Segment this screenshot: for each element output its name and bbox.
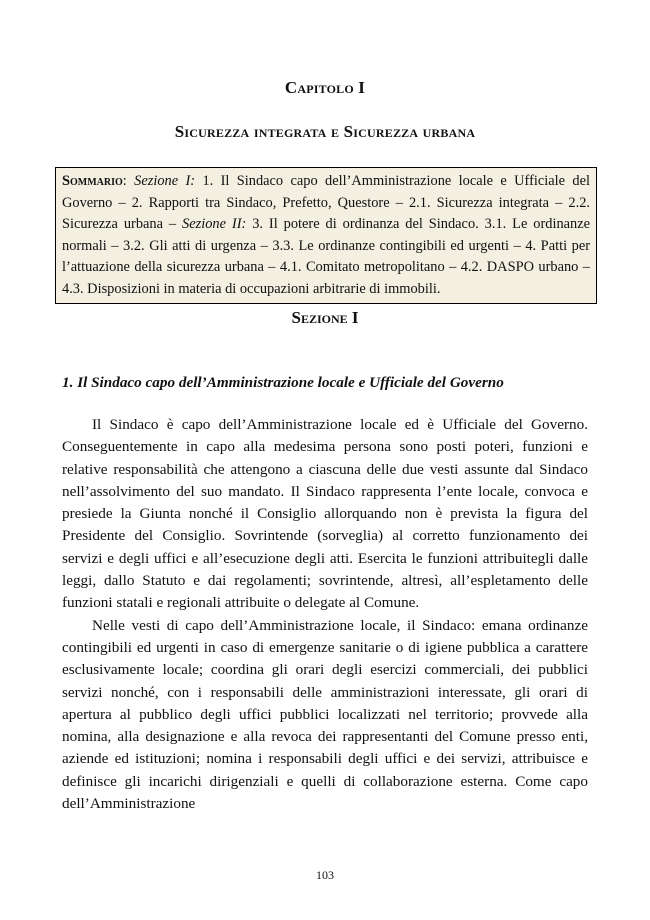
chapter-title: Capitolo I bbox=[284, 78, 366, 97]
chapter-subtitle: Sicurezza integrata e Sicurezza urbana bbox=[174, 122, 476, 141]
paragraph: Il Sindaco è capo dell’Amministrazione locale ed è Ufficiale del Governo. Conseguentemente in capo alla medesima persona sono posti poteri, funzioni e relative responsabilità che attengono a ciascuna delle due vesti assunte dal Sindaco nell’assolvimento del suo mandato. Il Sindaco rappresenta l’ente locale, convoca e presiede la Giunta nonché il Consiglio allorquando non è prevista la figura del Presidente del Consiglio. Sovrintende (sorveglia) al corretto funzionamento dei servizi e degli uffici e all’esecuzione degli atti. Esercita le funzioni attribuitegli dalle leggi, dallo Statuto e dai regolamenti; sovrintende, altresì, all’espletamento delle funzioni statali e regionali attribuite o delegate al Comune. bbox=[62, 416, 588, 612]
section-title: Sezione I bbox=[291, 308, 359, 327]
body-text bbox=[62, 414, 588, 815]
page-number: 103 bbox=[316, 868, 334, 882]
summary-text-2: 3. Il potere di ordinanza del Sindaco. 3.1. Le ordinanze normali – 3.2. Gli atti di urgenza – 3.3. Le ordinanze contingibili ed urgenti – 4. Patti per l’attuazione della sicurezza urbana – 4.1. Comitato metropolitano – 4.2. DASPO urbano – 4.3. Disposizioni in materia di occupazioni arbitrarie di immobili. bbox=[62, 216, 590, 297]
summary-section-2: Sezione II: bbox=[182, 216, 247, 232]
summary-box bbox=[55, 167, 597, 304]
summary-separator: : bbox=[122, 173, 135, 189]
summary-label: Sommario bbox=[62, 173, 123, 189]
summary-text-1: 1. Il Sindaco capo dell’Amministrazione locale e Ufficiale del Governo – 2. Rapporti tra Sindaco, Prefetto, Questore – 2.1. Sicurezza integrata – 2.2. Sicurezza urbana – bbox=[62, 173, 590, 232]
paragraph: Nelle vesti di capo dell’Amministrazione locale, il Sindaco: emana ordinanze contingibili ed urgenti in caso di emergenze sanitarie o di igiene pubblica a carattere esclusivamente locale; coordina gli orari degli esercizi commerciali, dei pubblici servizi nonché, con i responsabili delle amministrazioni interessate, gli orari di apertura al pubblico degli uffici pubblici localizzati nel territorio; provvede alla nomina, alla designazione e alla revoca dei rappresentanti del Comune presso enti, aziende ed istituzioni; nomina i responsabili degli uffici e dei servizi, attribuisce e definisce gli incarichi dirigenziali e quelli di collaborazione esterna. Come capo dell’Amministrazione bbox=[62, 616, 588, 813]
subheading: 1. Il Sindaco capo dell’Amministrazione locale e Ufficiale del Governo bbox=[62, 374, 504, 391]
summary-section-1: Sezione I: bbox=[134, 173, 196, 189]
